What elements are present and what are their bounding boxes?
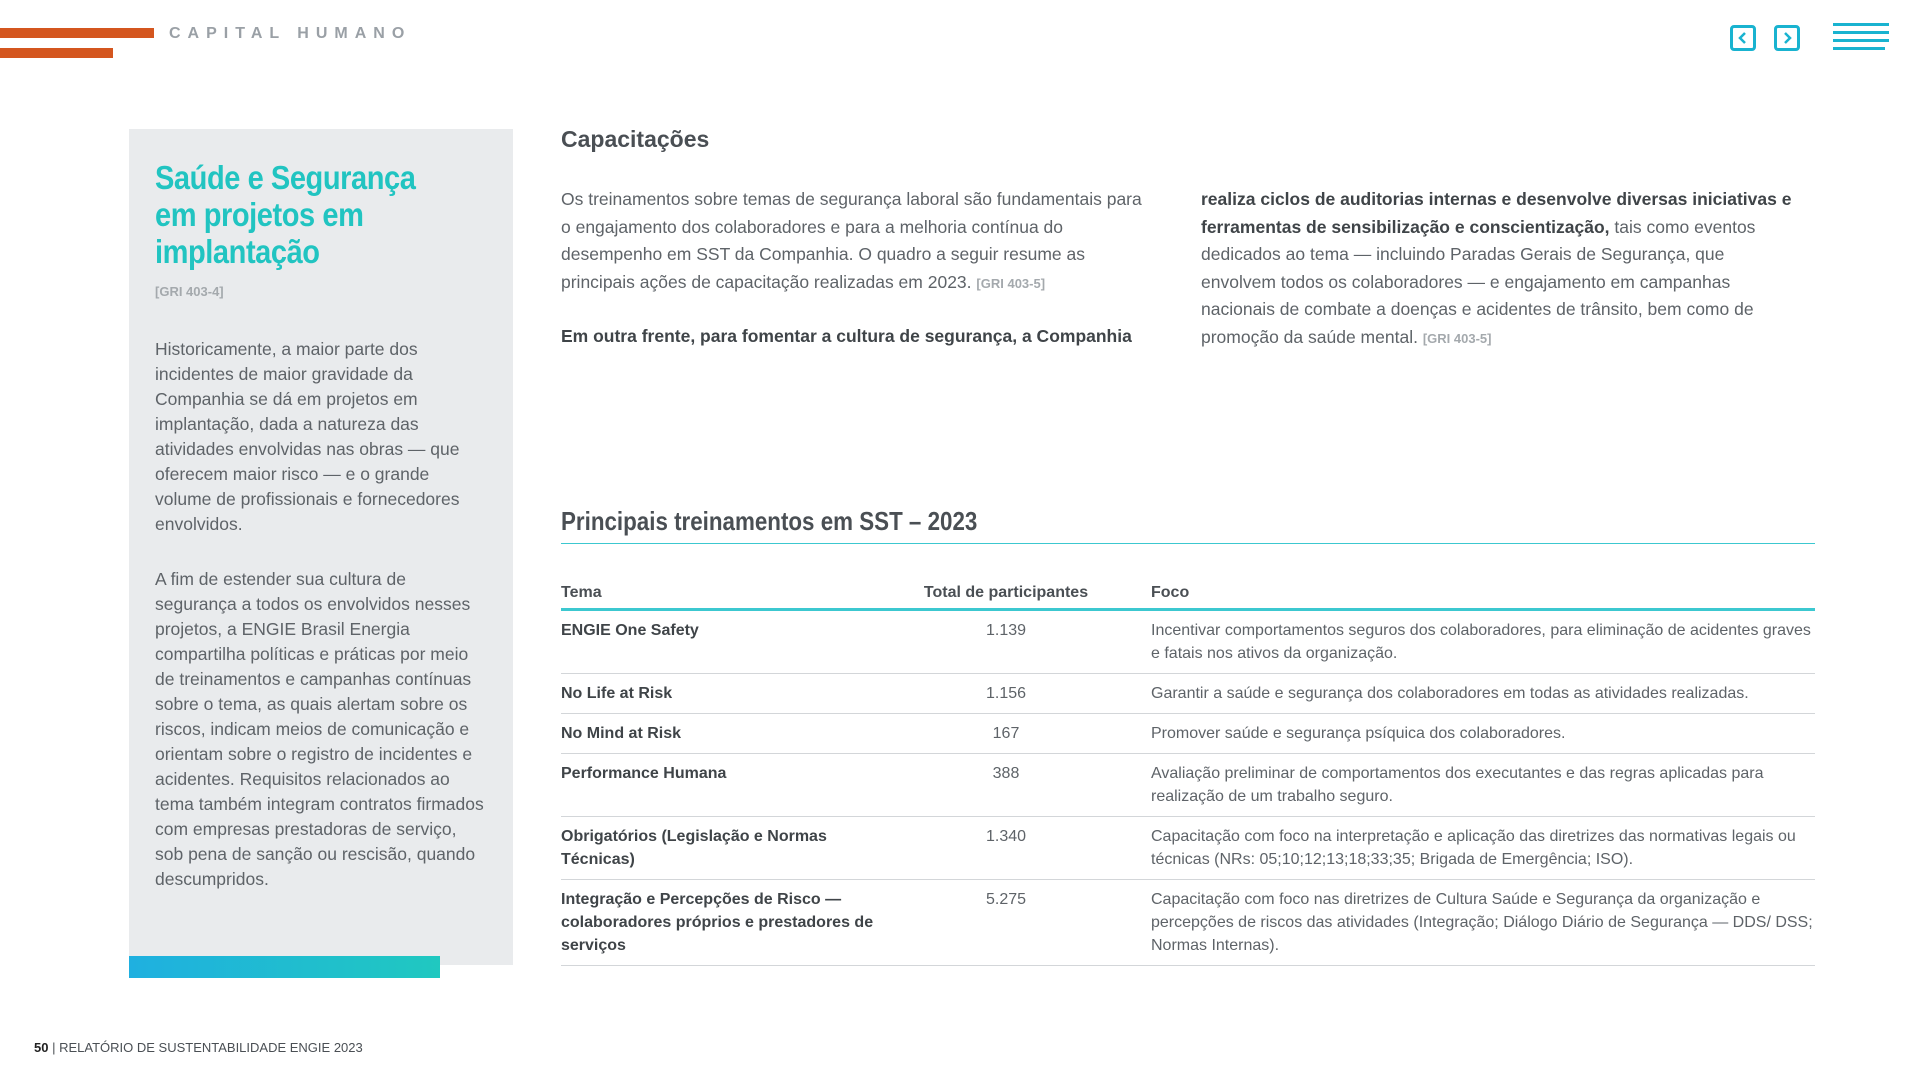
cell-total: 1.156: [901, 674, 1111, 714]
table-title: Principais treinamentos em SST – 2023: [561, 506, 978, 536]
page-footer: [34, 1040, 363, 1055]
cell-tema: Performance Humana: [561, 754, 901, 817]
cell-tema: ENGIE One Safety: [561, 610, 901, 674]
table-title-rule: [561, 543, 1815, 544]
sidebar-paragraph-2: A fim de estender sua cultura de segurança a todos os envolvidos nesses projetos, a ENGIE Brasil Energia compartilha políticas e práticas por meio de treinamentos e campanhas contínuas sobre o tema, as quais alertam sobre os riscos, indicam meios de comunicação e orientam sobre o registro de incidentes e acidentes. Requisitos relacionados ao tema também integram contratos firmados com empresas prestadoras de serviço, sob pena de sanção ou rescisão, quando descumpridos.: [155, 569, 484, 889]
cell-foco: Capacitação com foco na interpretação e aplicação das diretrizes das normativas legais ou técnicas (NRs: 05;10;12;13;18;33;35; Brigada de Emergência; ISO).: [1111, 817, 1815, 880]
cell-tema: No Mind at Risk: [561, 714, 901, 754]
cell-tema: No Life at Risk: [561, 674, 901, 714]
report-title: RELATÓRIO DE SUSTENTABILIDADE ENGIE 2023: [59, 1040, 363, 1055]
cell-total: 5.275: [901, 880, 1111, 966]
cell-total: 167: [901, 714, 1111, 754]
menu-button[interactable]: [1833, 23, 1889, 57]
cell-foco: Promover saúde e segurança psíquica dos colaboradores.: [1111, 714, 1815, 754]
chevron-right-icon: [1781, 31, 1793, 45]
cell-tema: Obrigatórios (Legislação e Normas Técnicas): [561, 817, 901, 880]
table-row: [561, 610, 1815, 674]
previous-page-button[interactable]: [1730, 25, 1756, 51]
cell-tema: Integração e Percepções de Risco — colaboradores próprios e prestadores de serviços: [561, 880, 901, 966]
next-page-button[interactable]: [1774, 25, 1800, 51]
page-number: 50: [34, 1040, 49, 1055]
column-1-text: Os treinamentos sobre temas de segurança laboral são fundamentais para o engajamento dos colaboradores e para a melhoria contínua do desempenho em SST da Companhia. O quadro a seguir resume as principais ações de capacitação realizadas em 2023.: [561, 189, 1142, 292]
column-1-gri-reference: [GRI 403-5]: [976, 275, 1046, 291]
menu-icon: [1833, 23, 1889, 26]
header-foco: Foco: [1111, 580, 1815, 610]
column-1-paragraph-2: Em outra frente, para fomentar a cultura de segurança, a Companhia: [561, 326, 1132, 346]
table-row: [561, 754, 1815, 817]
sidebar-title: Saúde e Segurança em projetos em implantação: [155, 159, 416, 270]
chevron-left-icon: [1737, 31, 1749, 45]
section-title: CAPITAL HUMANO: [169, 25, 412, 42]
cell-total: 1.340: [901, 817, 1111, 880]
header-tema: Tema: [561, 580, 901, 610]
column-2-bold-text: realiza ciclos de auditorias internas e desenvolve diversas iniciativas e ferramentas de sensibilização e conscientização,: [1201, 189, 1792, 237]
sidebar-paragraph-1: Historicamente, a maior parte dos incidentes de maior gravidade da Companhia se dá em projetos em implantação, dada a natureza das atividades envolvidas nas obras — que oferecem maior risco — e o grande volume de profissionais e fornecedores envolvidos.: [155, 339, 460, 534]
cell-total: 1.139: [901, 610, 1111, 674]
column-2-paragraph: [1201, 186, 1801, 352]
sidebar-gradient-bar: [129, 956, 440, 978]
cell-foco: Incentivar comportamentos seguros dos colaboradores, para eliminação de acidentes graves e fatais nos ativos da organização.: [1111, 610, 1815, 674]
column-2-text: tais como eventos dedicados ao tema — incluindo Paradas Gerais de Segurança, que envolvem todos os colaboradores — e engajamento em campanhas nacionais de combate a doenças e acidentes de trânsito, bem como de promoção da saúde mental.: [1201, 216, 1756, 347]
table-header-row: [561, 580, 1815, 610]
capacitacoes-heading: Capacitações: [561, 126, 710, 152]
table-row: [561, 714, 1815, 754]
cell-total: 388: [901, 754, 1111, 817]
header-accent-bar-top: [0, 28, 154, 38]
footer-separator: |: [48, 1040, 60, 1055]
sidebar-gri-reference: [GRI 403-4]: [155, 284, 224, 299]
column-1-paragraph: [561, 186, 1151, 297]
column-2-gri-reference: [GRI 403-5]: [1422, 330, 1492, 346]
training-table: [561, 580, 1815, 966]
cell-foco: Capacitação com foco nas diretrizes de Cultura Saúde e Segurança da organização e percepções de riscos das atividades (Integração; Diálogo Diário de Segurança — DDS/ DSS; Normas Internas).: [1111, 880, 1815, 966]
header-total: Total de participantes: [901, 580, 1111, 610]
cell-foco: Garantir a saúde e segurança dos colaboradores em todas as atividades realizadas.: [1111, 674, 1815, 714]
cell-foco: Avaliação preliminar de comportamentos dos executantes e das regras aplicadas para realização de um trabalho seguro.: [1111, 754, 1815, 817]
header-accent-bar-bottom: [0, 48, 113, 58]
table-row: [561, 880, 1815, 966]
table-row: [561, 817, 1815, 880]
table-row: [561, 674, 1815, 714]
sidebar-panel: [129, 129, 513, 965]
